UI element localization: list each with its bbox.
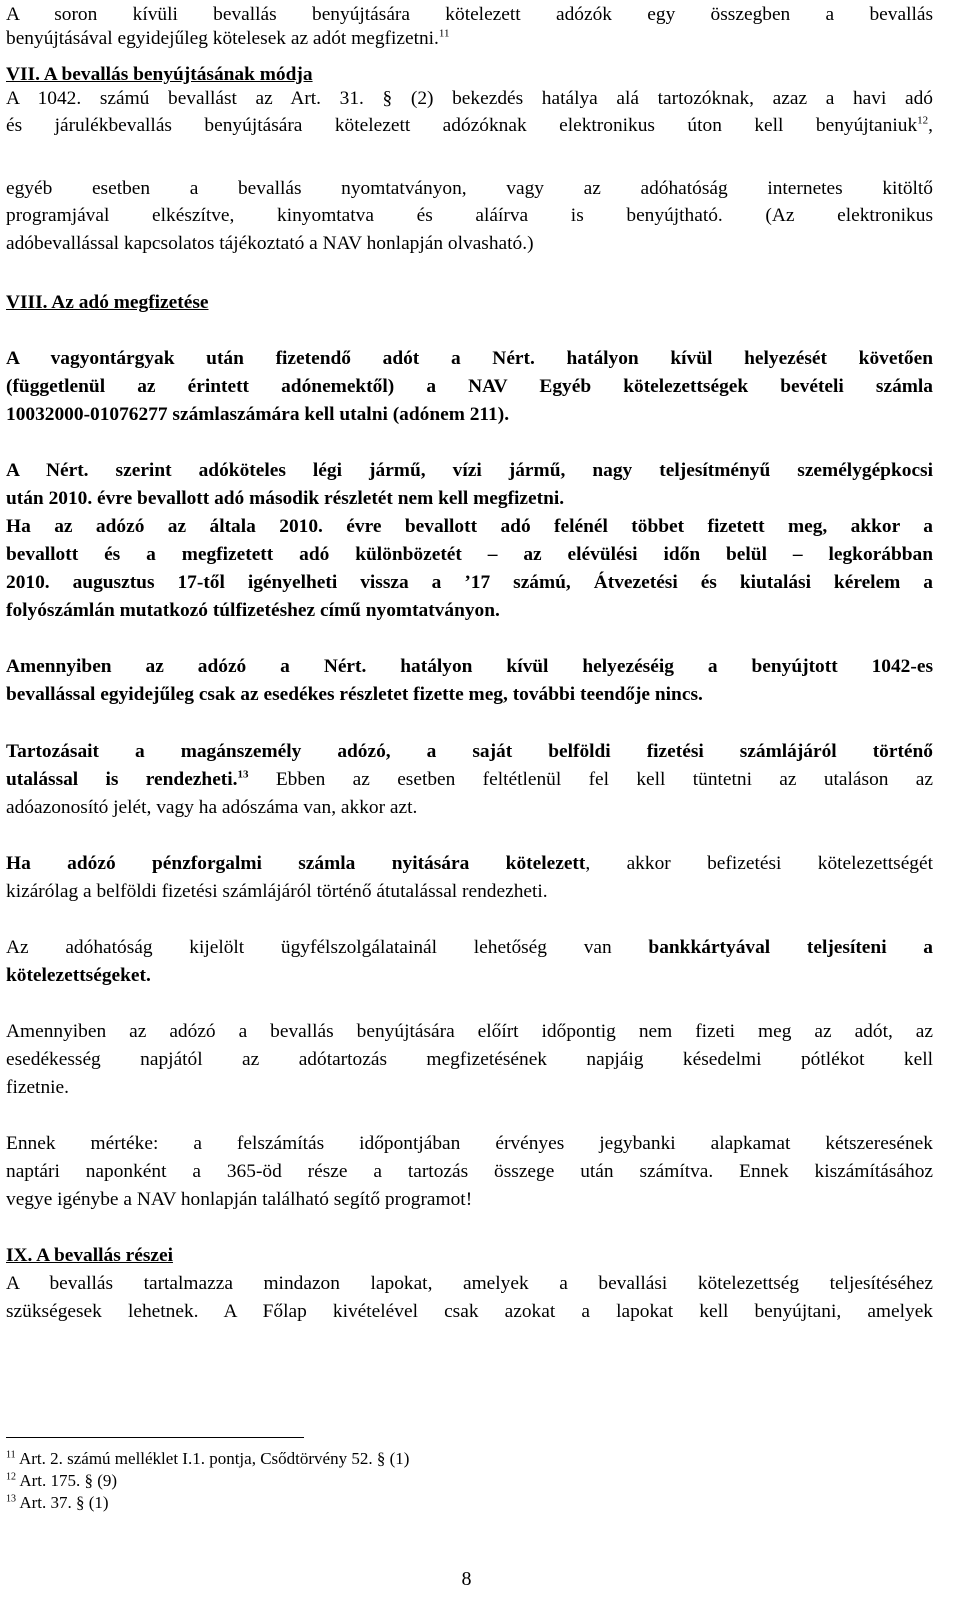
footnote	[6, 1449, 409, 1469]
paragraph-line: Ha az adózó az általa 2010. évre bevallott adó felénél többet fizetett meg, akkor a	[6, 516, 933, 537]
paragraph-line: A 1042. számú bevallást az Art. 31. § (2) bekezdés hatálya alá tartozóknak, azaz a havi adó	[6, 88, 933, 109]
paragraph-line	[6, 936, 933, 960]
footnote-text: Art. 2. számú melléklet I.1. pontja, Csődtörvény 52. § (1)	[18, 1449, 410, 1468]
paragraph-line: (függetlenül az érintett adónemektől) a NAV Egyéb kötelezettségek bevételi számla	[6, 376, 933, 397]
paragraph-line	[6, 27, 933, 51]
section-heading-vii: VII. A bevallás benyújtásának módja	[6, 64, 313, 85]
paragraph-line: naptári naponként a 365-öd része a tartozás összege után számítva. Ennek kiszámításához	[6, 1161, 933, 1182]
page-number: 8	[461, 1568, 472, 1590]
line-text: és járulékbevallás benyújtására kötelezett adózóknak elektronikus úton kell benyújtaniuk	[6, 115, 918, 136]
line-text-bold: Ha adózó pénzforgalmi számla nyitására kötelezett	[6, 853, 586, 874]
paragraph-line: A vagyontárgyak után fizetendő adót a Nért. hatályon kívül helyezését követően	[6, 348, 933, 369]
paragraph-line: vegye igénybe a NAV honlapján található segítő programot!	[6, 1189, 473, 1210]
section-heading-viii: VIII. Az adó megfizetése	[6, 292, 209, 313]
line-text-bold: utalással is rendezheti.	[6, 769, 238, 790]
paragraph-line: A Nért. szerint adóköteles légi jármű, vízi jármű, nagy teljesítményű személygépkocsi	[6, 460, 933, 481]
line-text: , akkor befizetési kötelezettségét	[585, 853, 933, 874]
paragraph-line: folyószámlán mutatkozó túlfizetéshez című nyomtatványon.	[6, 600, 500, 621]
paragraph-line: egyéb esetben a bevallás nyomtatványon, vagy az adóhatóság internetes kitöltő	[6, 178, 933, 199]
line-text: ,	[928, 115, 933, 136]
paragraph-line	[6, 114, 933, 138]
line-text: Ebben az esetben feltétlenül fel kell tüntetni az utaláson az	[248, 769, 933, 790]
paragraph-line: adóbevallással kapcsolatos tájékoztató a NAV honlapján olvasható.)	[6, 233, 534, 254]
paragraph-line: programjával elkészítve, kinyomtatva és aláírva is benyújtható. (Az elektronikus	[6, 205, 933, 226]
paragraph-line: A soron kívüli bevallás benyújtására kötelezett adózók egy összegben a bevallás	[6, 4, 933, 25]
paragraph-line: után 2010. évre bevallott adó második részletét nem kell megfizetni.	[6, 488, 565, 509]
line-text-bold: bankkártyával teljesíteni a	[648, 937, 933, 958]
paragraph-line: szükségesek lehetnek. A Főlap kivételével csak azokat a lapokat kell benyújtani, amelyek	[6, 1301, 933, 1322]
paragraph-line: adóazonosító jelét, vagy ha adószáma van, akkor azt.	[6, 797, 418, 818]
footnote-ref: 12	[917, 114, 929, 127]
paragraph-line: fizetnie.	[6, 1077, 69, 1098]
paragraph-line	[6, 852, 933, 876]
footnote-number: 13	[6, 1493, 16, 1505]
footnote-ref: 13	[237, 768, 249, 781]
footnote-number: 12	[6, 1471, 16, 1483]
paragraph-line: 10032000-01076277 számlaszámára kell utalni (adónem 211).	[6, 404, 510, 425]
footnote	[6, 1471, 117, 1491]
footnote-text: Art. 37. § (1)	[19, 1493, 109, 1512]
paragraph-line: bevallással egyidejűleg csak az esedékes részletet fizette meg, további teendője nincs.	[6, 684, 703, 705]
paragraph-line: Amennyiben az adózó a bevallás benyújtására előírt időpontig nem fizeti meg az adót, az	[6, 1021, 933, 1042]
paragraph-line: Tartozásait a magánszemély adózó, a saját belföldi fizetési számlájáról történő	[6, 741, 933, 762]
line-text: Az adóhatóság kijelölt ügyfélszolgálatainál lehetőség van	[6, 937, 649, 958]
footnote-number: 11	[6, 1449, 16, 1461]
paragraph-line: kizárólag a belföldi fizetési számlájáról történő átutalással rendezheti.	[6, 881, 548, 902]
paragraph-line: 2010. augusztus 17-től igényelheti vissza a ’17 számú, Átvezetési és kiutalási kérelem a	[6, 572, 933, 593]
footnote	[6, 1493, 109, 1513]
paragraph-line: esedékesség napjától az adótartozás megfizetésének napjáig késedelmi pótlékot kell	[6, 1049, 933, 1070]
section-heading-ix: IX. A bevallás részei	[6, 1245, 173, 1266]
footnote-text: Art. 175. § (9)	[19, 1471, 118, 1490]
paragraph-line: kötelezettségeket.	[6, 965, 151, 986]
paragraph-line: bevallott és a megfizetett adó különbözetét – az elévülési időn belül – legkorábban	[6, 544, 933, 565]
paragraph-line	[6, 768, 933, 792]
paragraph-line: A bevallás tartalmazza mindazon lapokat, amelyek a bevallási kötelezettség teljesítéséhez	[6, 1273, 933, 1294]
line-text: benyújtásával egyidejűleg kötelesek az adót megfizetni.	[6, 28, 439, 49]
footnote-ref: 11	[438, 27, 450, 40]
paragraph-line: Amennyiben az adózó a Nért. hatályon kívül helyezéséig a benyújtott 1042-es	[6, 656, 933, 677]
footnote-separator	[6, 1437, 304, 1438]
paragraph-line: Ennek mértéke: a felszámítás időpontjában érvényes jegybanki alapkamat kétszeresének	[6, 1133, 933, 1154]
